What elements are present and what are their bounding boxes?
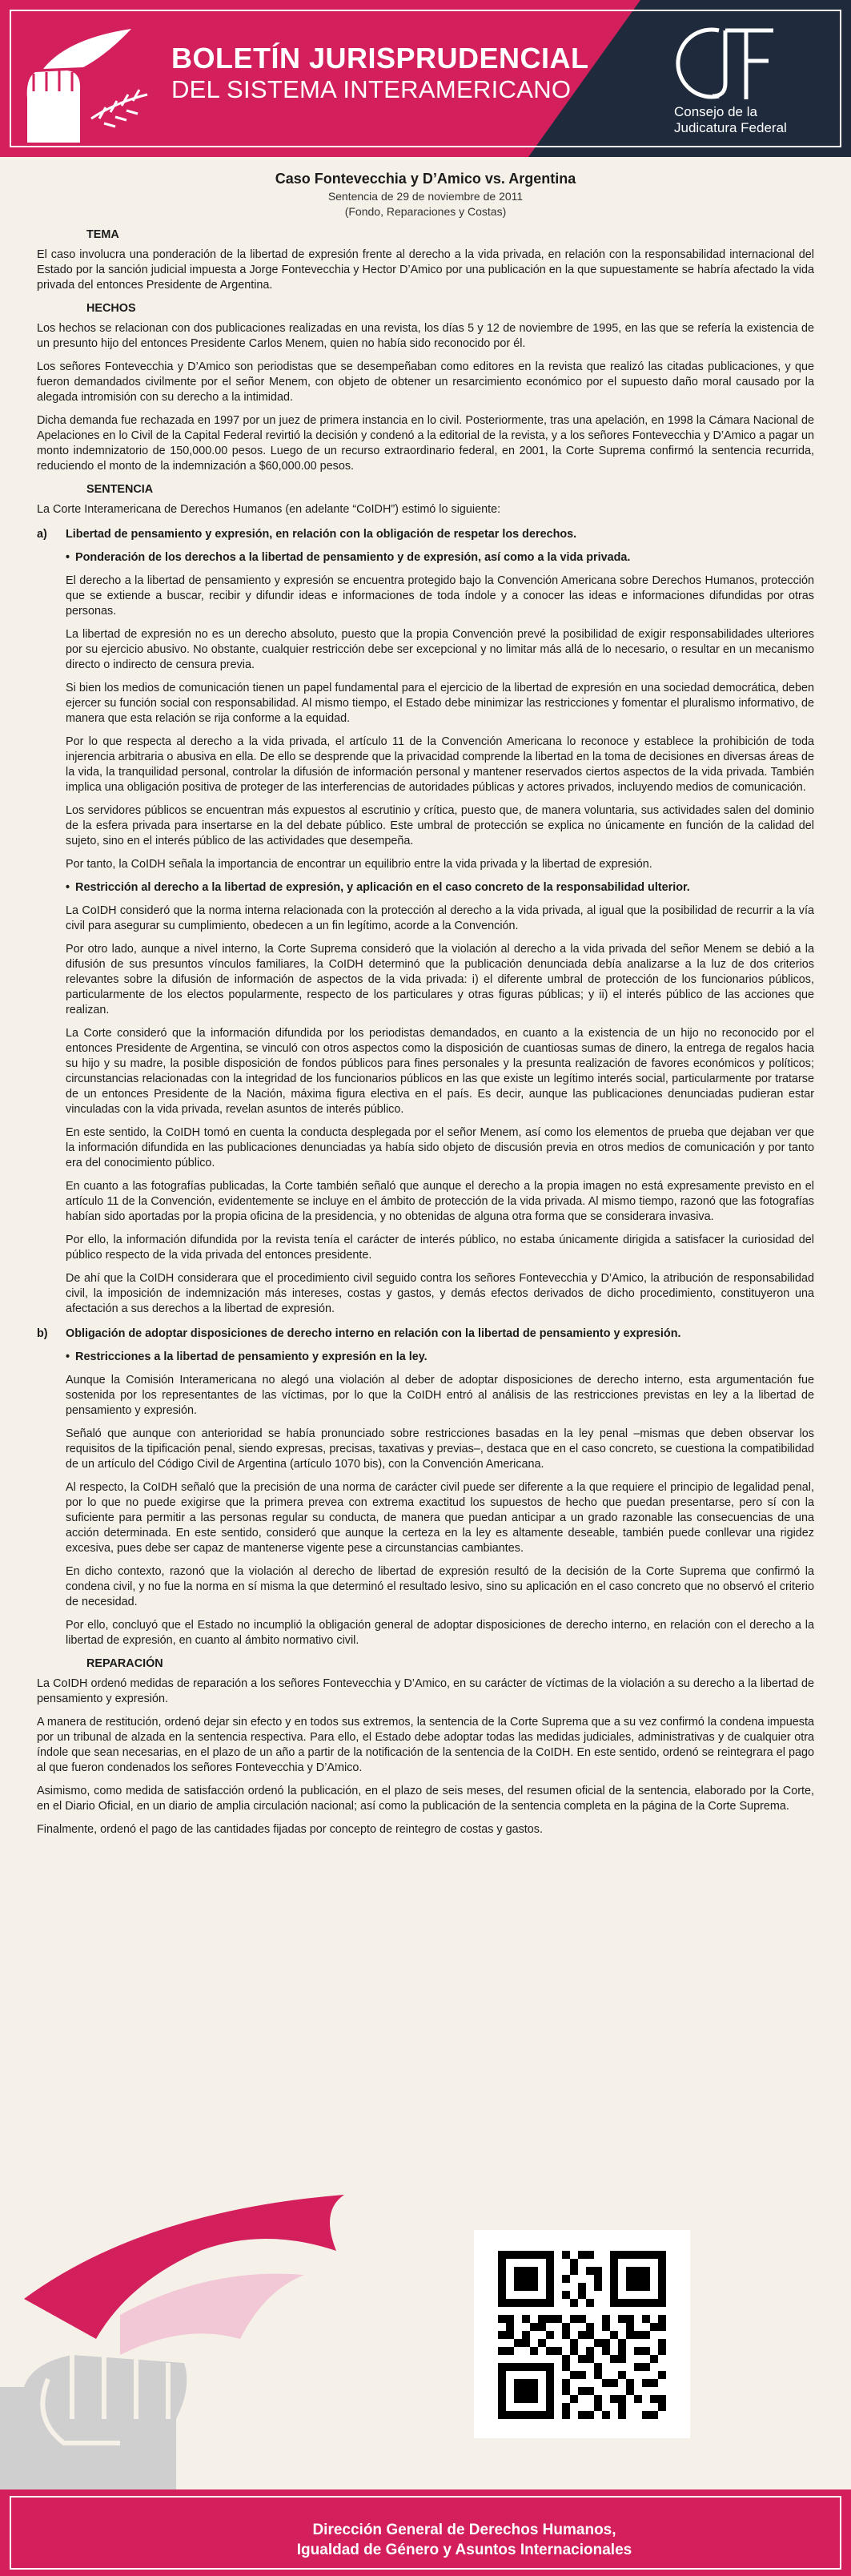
part-a-bullet-2: • Restricción al derecho a la libertad de expresión, y aplicación en el caso concreto de la responsabilidad ulterior. (66, 881, 690, 894)
tema-paragraph: El caso involucra una ponderación de la libertad de expresión frente al derecho a la vida privada, en relación con la responsabilidad internacional del Estado por la sanción judicial impuesta a Jorge Fontevecchia y Hector D’Amico por una publicación en la que supuestamente se habría afectado la vida privada del entonces Presidente de Argentina. (37, 248, 814, 292)
header-banner (0, 0, 851, 157)
part-b-paragraph: Al respecto, la CoIDH señaló que la precisión de una norma de carácter civil puede ser diferente a la que requiere el principio de legalidad penal, por lo que no puede exigirse que la primera prevea con extrema exactitud los supuestos de hecho que puedan presentarse, pero sí con la suficiente para permitir a las personas regular su conducta, de manera que puedan anticipar a un grado razonable las consecuencias de una acción determinada. En este sentido, consideró que aunque la certeza en la ley es altamente deseable, también puede conllevar una rigidez excesiva, pues debe ser capaz de mantenerse vigente pese a circunstancias cambiantes. (66, 1481, 814, 1555)
section-heading-reparacion: REPARACIÓN (86, 1657, 163, 1670)
hechos-paragraph: Los hechos se relacionan con dos publicaciones realizadas en una revista, los días 5 y 12 de noviembre de 1995, en las que se refería la existencia de un presunto hijo del entonces Presidente Carlos Menem, quien no había sido reconocido por él. (37, 322, 814, 350)
sentencia-intro: La Corte Interamericana de Derechos Humanos (en adelante “CoIDH”) estimó lo siguiente: (37, 503, 501, 516)
part-b-paragraph: Aunque la Comisión Interamericana no alegó una violación al deber de adoptar disposiciones de derecho interno, esta argumentación fue sostenida por los representantes de las víctimas, por lo que la CoIDH entró al análisis de las restricciones previstas en ley a la libertad de pensamiento y expresión. (66, 1374, 814, 1417)
part-a-paragraph: Si bien los medios de comunicación tienen un papel fundamental para el ejercicio de la libertad de expresión en una sociedad democrática, deben ejercer su función social con responsabilidad. Al mismo tiempo, el Estado debe minimizar las restricciones y fomentar el pluralismo informativo, de manera que esta relación se rija conforme a la equidad. (66, 682, 814, 725)
part-b-bullet-1: • Restricciones a la libertad de pensamiento y expresión en la ley. (66, 1350, 428, 1363)
part-a-heading: a) Libertad de pensamiento y expresión, en relación con la obligación de respetar los derechos. (37, 528, 577, 541)
part-a-paragraph: De ahí que la CoIDH considerara que el procedimiento civil seguido contra los señores Fontevecchia y D’Amico, la atribución de responsabilidad civil, la imposición de indemnización más intereses, costas y gastos, y demás efectos derivados de dicho procedimiento, constituyeron una afectación a sus derechos a la libertad de expresión. (66, 1272, 814, 1315)
footer-office-name: Dirección General de Derechos Humanos, Igualdad de Género y Asuntos Internacionales (296, 2522, 632, 2558)
part-a-paragraph: En cuanto a las fotografías publicadas, la Corte también señaló que aunque el derecho a la propia imagen no está expresamente previsto en el artículo 11 de la Convención, evidentemente se incluye en el ámbito de protección de la vida privada. Al mismo tiempo, razonó que las fotografías habían sido aportadas por la propia oficina de la presidencia, y no obtenidas de alguna otra forma que se considerara invasiva. (66, 1180, 814, 1223)
qr-code-icon (498, 2251, 666, 2419)
footer-banner (0, 2489, 851, 2576)
section-heading-tema: TEMA (86, 228, 119, 241)
case-header (37, 171, 814, 219)
hechos-paragraph: Los señores Fontevecchia y D’Amico son periodistas que se desempeñaban como editores en la revista que realizó las citadas publicaciones, y que fueron demandados civilmente por el señor Menem, con objeto de obtener un resarcimiento económico por el supuesto daño moral causado por la alegada intromisión con su derecho a la intimidad. (37, 360, 814, 404)
part-b-heading: b) Obligación de adoptar disposiciones de derecho interno en relación con la libertad de pensamiento y expresión. (37, 1327, 681, 1340)
part-b-paragraph: Por ello, concluyó que el Estado no incumplió la obligación general de adoptar disposiciones de derecho interno, en relación con el derecho a la libertad de expresión, en cuanto al ámbito normativo civil. (66, 1619, 814, 1647)
case-title: Caso Fontevecchia y D’Amico vs. Argentina (275, 171, 576, 187)
bulletin-title: BOLETÍN JURISPRUDENCIAL (171, 42, 589, 74)
part-a-paragraph: En este sentido, la CoIDH tomó en cuenta la conducta desplegada por el señor Menem, así como los elementos de prueba que dejaban ver que la información difundida en las publicaciones denunciadas ya había sido objeto de discusión previa en otros medios de comunicación y por tanto era del conocimiento público. (66, 1126, 814, 1169)
part-a-paragraph: La libertad de expresión no es un derecho absoluto, puesto que la propia Convención prevé la posibilidad de exigir responsabilidades ulteriores por su ejercicio abusivo. No obstante, cualquier restricción debe ser excepcional y no limitar más allá de lo necesario, o resultar en un mecanismo directo o indirecto de censura previa. (66, 628, 814, 671)
part-a-paragraph: La CoIDH consideró que la norma interna relacionada con la protección al derecho a la vida privada, al igual que la posibilidad de recurrir a la vía civil para asegurar su cumplimiento, obedecen a un fin legítimo, acorde a la Convención. (66, 904, 814, 932)
reparacion-paragraph: Finalmente, ordenó el pago de las cantidades fijadas por concepto de reintegro de costas y gastos. (37, 1823, 543, 1836)
part-b-paragraph: En dicho contexto, razonó que la violación al derecho de libertad de expresión resultó de la decisión de la Corte Suprema que confirmó la condena civil, y no fue la norma en sí misma la que determinó el resultado lesivo, sino su aplicación en el caso concreto que no observó el criterio de necesidad. (66, 1565, 814, 1608)
part-a-bullet-1: • Ponderación de los derechos a la libertad de pensamiento y de expresión, así como a la vida privada. (66, 551, 631, 564)
bulletin-subtitle: DEL SISTEMA INTERAMERICANO (171, 75, 572, 103)
qr-code (474, 2230, 690, 2438)
reparacion-paragraph: Asimismo, como medida de satisfacción ordenó la publicación, en el plazo de seis meses, del resumen oficial de la sentencia, elaborado por la Corte, en el Diario Oficial, en un diario de amplia circulación nacional; así como la publicación de la sentencia completa en la página de la Corte Suprema. (37, 1785, 814, 1813)
reparacion-paragraph: La CoIDH ordenó medidas de reparación a los señores Fontevecchia y D’Amico, en su carácter de víctimas de la violación a su derecho a la libertad de pensamiento y expresión. (37, 1677, 814, 1705)
section-heading-hechos: HECHOS (86, 302, 136, 315)
part-a-paragraph: Por lo que respecta al derecho a la vida privada, el artículo 11 de la Convención Americana lo reconoce y establece la prohibición de toda injerencia arbitraria o abusiva en ella. De ello se desprende que la privacidad comprende la libertad en la toma de decisiones en diversas áreas de la vida, la tranquilidad personal, controlar la difusión de información personal y mantener reservados ciertos aspectos de la vida privada. También implica una obligación positiva de proteger de las interferencias de autoridades públicas y actores privados, incluyendo medios de comunicación. (66, 735, 814, 794)
section-heading-sentencia: SENTENCIA (86, 483, 154, 496)
part-a-paragraph: Por otro lado, aunque a nivel interno, la Corte Suprema consideró que la violación al derecho a la vida privada del señor Menem se debió a la difusión de sus presuntos vínculos familiares, la CoIDH determinó que la publicación denunciada debía analizarse a la luz de dos criterios relevantes sobre la difusión de información de aspectos de la vida privada: i) el diferente umbral de protección de los funcionarios públicos, particularmente de los electos popularmente, respecto de los particulares y otras figuras públicas; y ii) el interés público de las acciones que realizan. (66, 943, 814, 1016)
reparacion-paragraph: A manera de restitución, ordenó dejar sin efecto y en todos sus extremos, la sentencia de la Corte Suprema que a su vez confirmó la condena impuesta por un tribunal de alzada en la sentencia respectiva. Para ello, el Estado debe adoptar todas las medidas judiciales, administrativas y de cualquier otra índole que sean necesarias, en el plazo de un año a partir de la notificación de la sentencia de la CoIDH. En este sentido, ordenó se reintegrara el pago al que fueron condenados los señores Fontevecchia y D’Amico. (37, 1716, 814, 1774)
raised-fist-dove-icon (11, 22, 163, 151)
cjf-logo-text: Consejo de la Judicatura Federal (674, 104, 787, 135)
part-a-paragraph: Por tanto, la CoIDH señala la importancia de encontrar un equilibrio entre la vida privada y la libertad de expresión. (66, 858, 652, 871)
case-date: Sentencia de 29 de noviembre de 2011 (327, 190, 524, 203)
part-a-paragraph: La Corte consideró que la información difundida por los periodistas demandados, en cuanto a la existencia de un hijo no reconocido por el entonces Presidente de Argentina, se vinculó con otros aspectos como la disposición de cuantiosas sumas de dinero, la entrega de regalos hacia su hijo y su madre, la posible disposición de fondos públicos para fines personales y la presunta realización de favores económicos y políticos; circunstancias relacionadas con la integridad de los funcionarios públicos en las que existe un legítimo interés social, particularmente por tratarse de un entonces Presidente de la Nación, máxima figura electiva en el país. Es decir, aunque las publicaciones denunciadas pudieran estar vinculadas con la vida privada, revelan asuntos de interés público. (66, 1027, 814, 1116)
part-b-paragraph: Señaló que aunque con anterioridad se había pronunciado sobre restricciones basadas en la ley penal –mismas que deben observar los requisitos de la tipificación penal, siendo expresas, precisas, taxativas y previas–, destaca que en el caso concreto, se cuestiona la compatibilidad de un artículo del Código Civil de Argentina (artículo 1070 bis), con la Convención Americana. (66, 1427, 814, 1471)
cjf-logo-icon (669, 19, 781, 107)
hechos-paragraph: Dicha demanda fue rechazada en 1997 por un juez de primera instancia en lo civil. Posteriormente, tras una apelación, en 1998 la Cámara Nacional de Apelaciones en lo Civil de la Capital Federal revirtió la decisión y condenó a la editorial de la revista, y a los señores Fontevecchia y D’Amico a pagar un monto indemnizatorio de 150,000.00 pesos. Luego de un recurso extraordinario federal, en 2001, la Corte Suprema confirmó la sentencia recurrida, reduciendo el monto de la indemnización a $60,000.00 pesos. (37, 414, 814, 473)
part-a-paragraph: El derecho a la libertad de pensamiento y expresión se encuentra protegido bajo la Convención Americana sobre Derechos Humanos, protección que se extiende a buscar, recibir y difundir ideas e informaciones de toda índole y a conocer las ideas e informaciones difundidas por otras personas. (66, 574, 814, 618)
case-type: (Fondo, Reparaciones y Costas) (344, 205, 507, 218)
bulletin-content (37, 171, 814, 1845)
part-a-paragraph: Los servidores públicos se encuentran más expuestos al escrutinio y crítica, puesto que, de manera voluntaria, sus actividades salen del dominio de la esfera privada para insertarse en la del debate público. Este umbral de protección se explica no únicamente en función de la calidad del sujeto, sino en el interés público de las actividades que desempeña. (66, 804, 814, 847)
part-a-paragraph: Por ello, la información difundida por la revista tenía el carácter de interés público, no estaba únicamente dirigida a satisfacer la curiosidad del público respecto de la vida privada del entonces presidente. (66, 1234, 814, 1262)
